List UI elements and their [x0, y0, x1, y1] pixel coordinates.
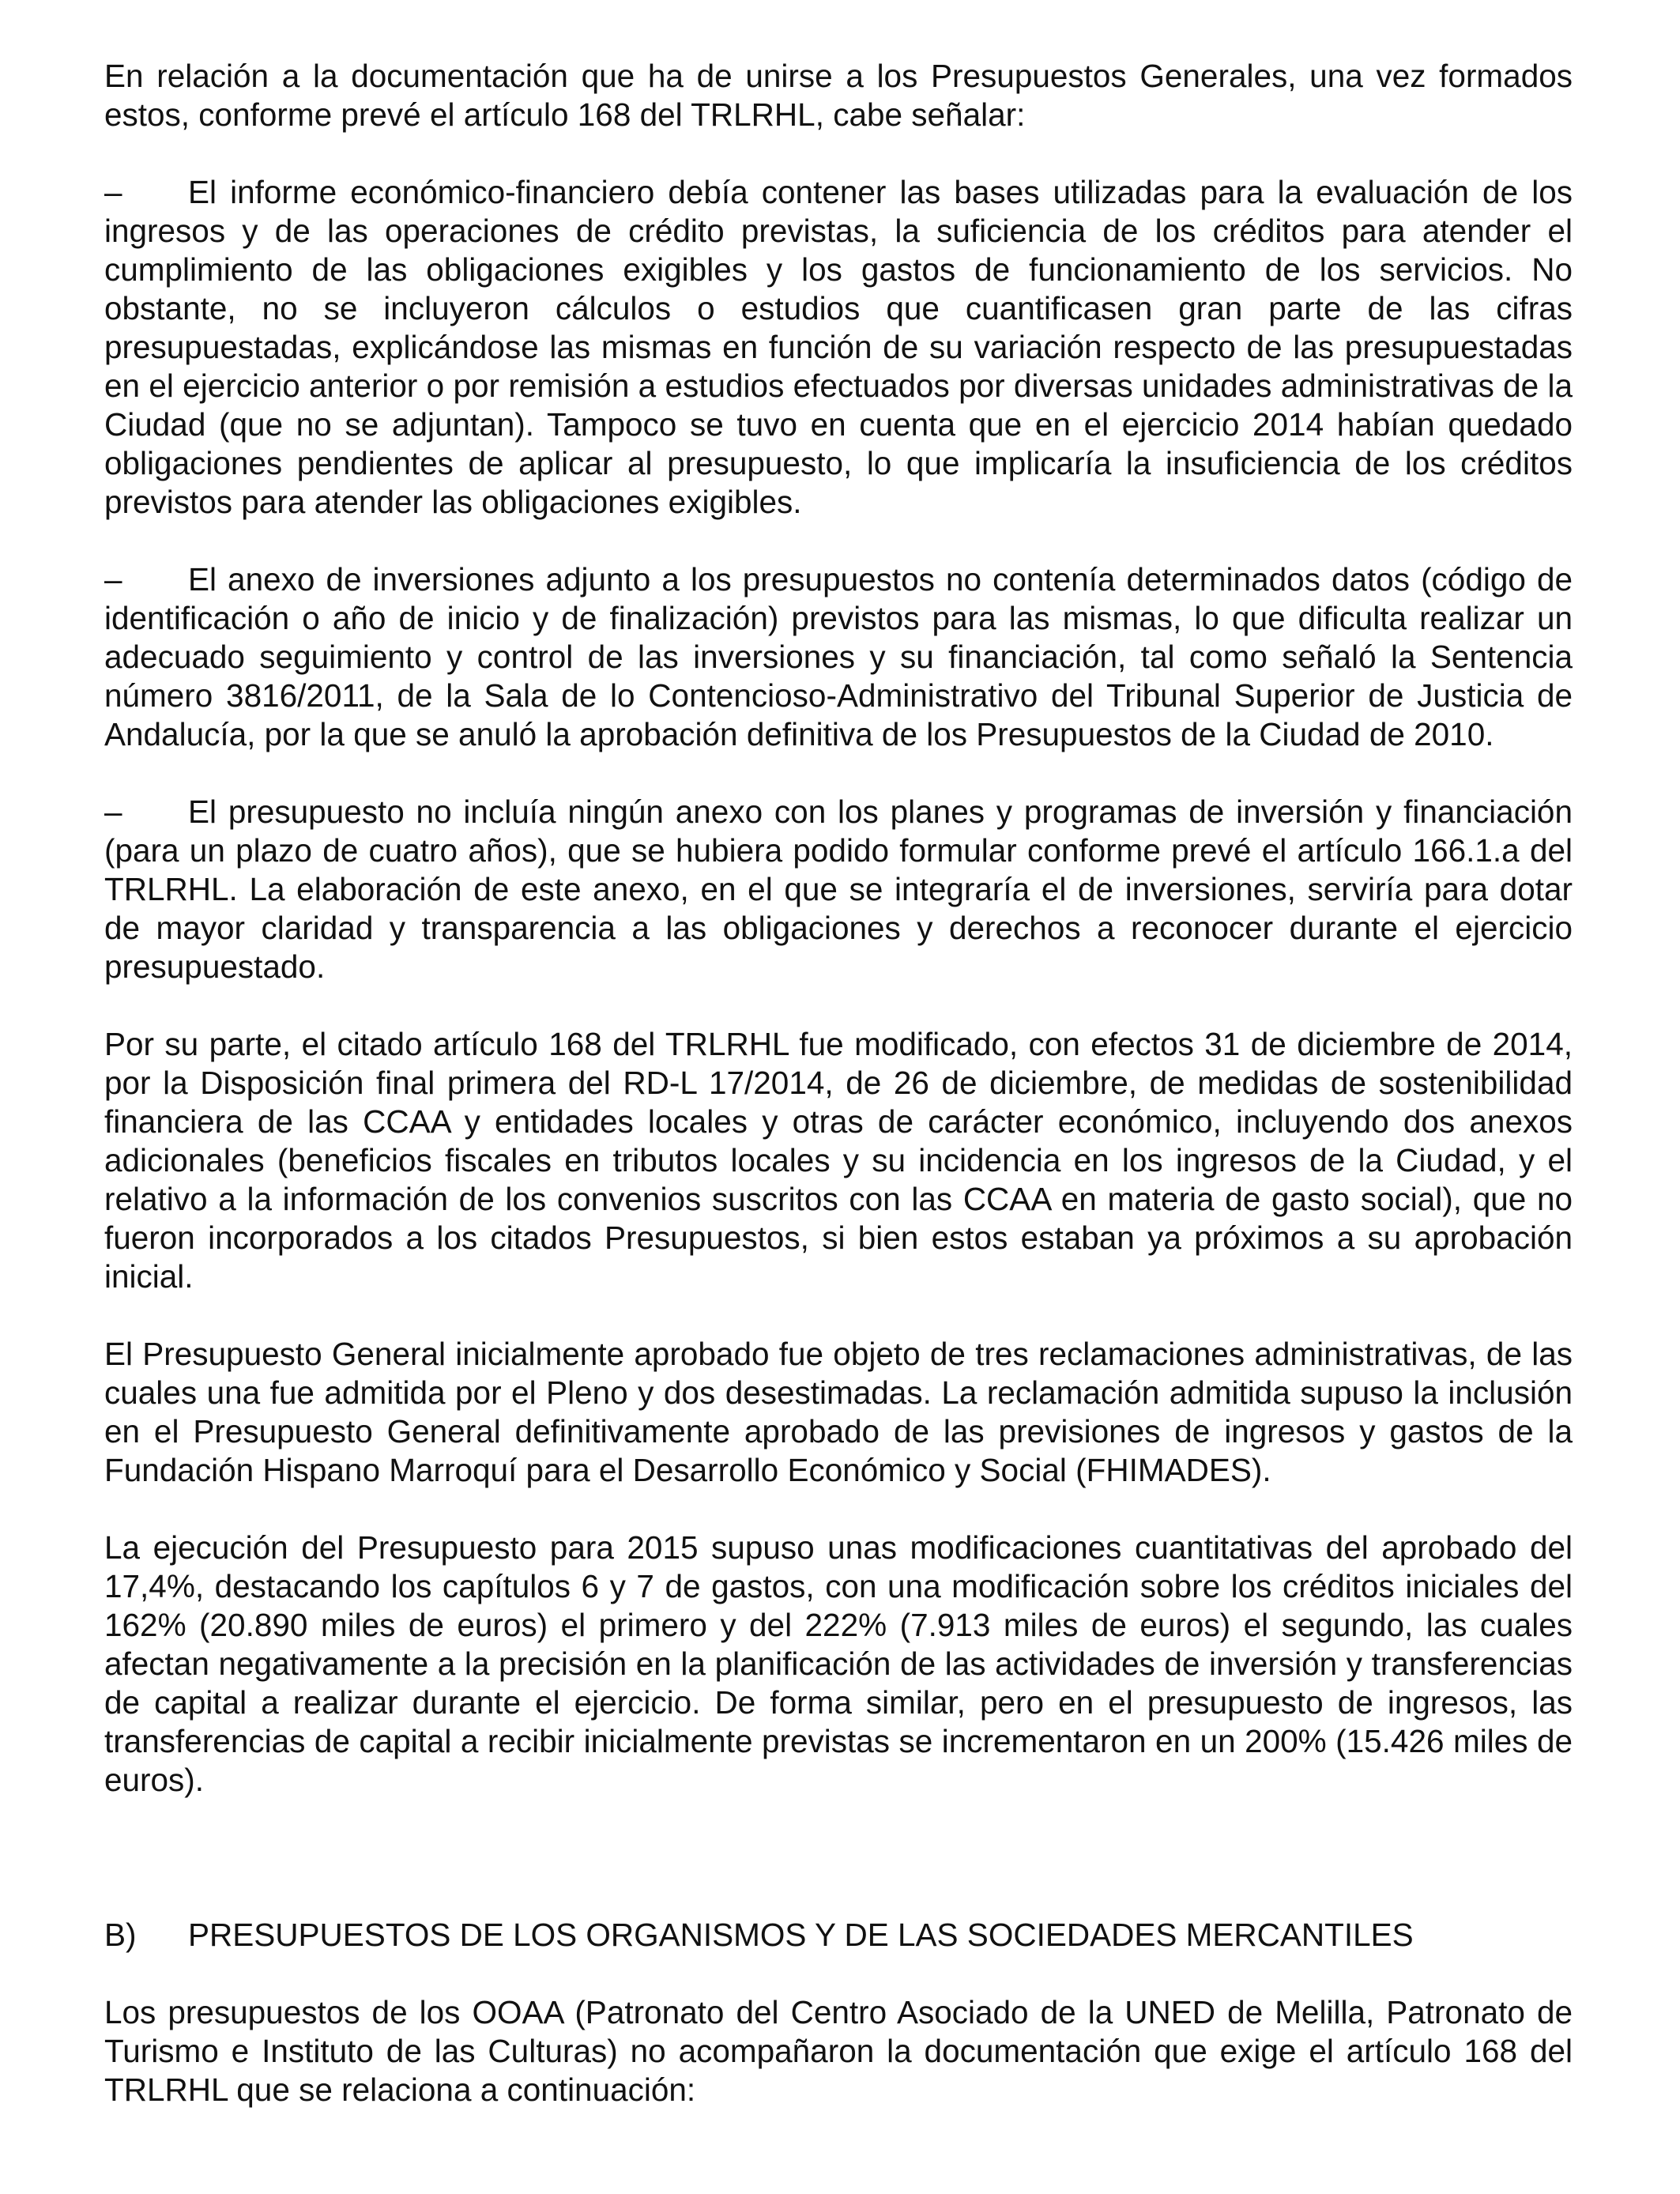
bullet-text: El anexo de inversiones adjunto a los presupuestos no contenía determinados datos (código de identificación o año de inicio y de finalización) previstos para las mismas, lo que dificulta realizar un adecuado seguimiento y control de las inversiones y su financiación, tal como señaló la Sentencia número 3816/2011, de la Sala de lo Contencioso-Administrativo del Tribunal Superior de Justicia de Andalucía, por la que se anuló la aprobación definitiva de los Presupuestos de la Ciudad de 2010. — [104, 561, 1573, 752]
intro-paragraph: En relación a la documentación que ha de unirse a los Presupuestos Generales, una vez formados estos, conforme prevé el artículo 168 del TRLRHL, cabe señalar: — [104, 58, 1573, 133]
closing-paragraph: Los presupuestos de los OOAA (Patronato del Centro Asociado de la UNED de Melilla, Patronato de Turismo e Instituto de las Culturas) no acompañaron la documentación que exige el artículo 168 del TRLRHL que se relaciona a continuación: — [104, 1994, 1573, 2108]
section-title: PRESUPUESTOS DE LOS ORGANISMOS Y DE LAS SOCIEDADES MERCANTILES — [188, 1917, 1414, 1953]
section-letter: B) — [104, 1917, 137, 1953]
bullet-dash: – — [104, 561, 122, 598]
bullet-text: El presupuesto no incluía ningún anexo con los planes y programas de inversión y financiación (para un plazo de cuatro años), que se hubiera podido formular conforme prevé el artículo 166.1.a del TRLRHL. La elaboración de este anexo, en el que se integraría el de inversiones, serviría para dotar de mayor claridad y transparencia a las obligaciones y derechos a reconocer durante el ejercicio presupuestado. — [104, 794, 1573, 985]
paragraph-execution: La ejecución del Presupuesto para 2015 supuso unas modificaciones cuantitativas del aprobado del 17,4%, destacando los capítulos 6 y 7 de gastos, con una modificación sobre los créditos iniciales del 162% (20.890 miles de euros) el primero y del 222% (7.913 miles de euros) el segundo, las cuales afectan negativamente a la precisión en la planificación de las actividades de inversión y transferencias de capital a realizar durante el ejercicio. De forma similar, pero en el presupuesto de ingresos, las transferencias de capital a recibir inicialmente previstas se incrementaron en un 200% (15.426 miles de euros). — [104, 1529, 1573, 1798]
paragraph-article-168: Por su parte, el citado artículo 168 del TRLRHL fue modificado, con efectos 31 de diciembre de 2014, por la Disposición final primera del RD-L 17/2014, de 26 de diciembre, de medidas de sostenibilidad financiera de las CCAA y entidades locales y otras de carácter económico, incluyendo dos anexos adicionales (beneficios fiscales en tributos locales y su incidencia en los ingresos de la Ciudad, y el relativo a la información de los convenios suscritos con las CCAA en materia de gasto social), que no fueron incorporados a los citados Presupuestos, si bien estos estaban ya próximos a su aprobación inicial. — [104, 1026, 1573, 1295]
bullet-text: El informe económico-financiero debía contener las bases utilizadas para la evaluación de los ingresos y de las operaciones de crédito previstas, la suficiencia de los créditos para atender el cumplimiento de las obligaciones exigibles y los gastos de funcionamiento de los servicios. No obstante, no se incluyeron cálculos o estudios que cuantificasen gran parte de las cifras presupuestadas, explicándose las mismas en función de su variación respecto de las presupuestadas en el ejercicio anterior o por remisión a estudios efectuados por diversas unidades administrativas de la Ciudad (que no se adjuntan). Tampoco se tuvo en cuenta que en el ejercicio 2014 habían quedado obligaciones pendientes de aplicar al presupuesto, lo que implicaría la insuficiencia de los créditos previstos para atender las obligaciones exigibles. — [104, 174, 1573, 520]
bullet-item-report — [104, 173, 1573, 522]
bullet-dash: – — [104, 174, 122, 210]
section-heading — [104, 1916, 1573, 1955]
bullet-item-investments-annex — [104, 560, 1573, 754]
bullet-item-plans-annex — [104, 793, 1573, 986]
spacer — [104, 1838, 1573, 1916]
document-page — [104, 57, 1573, 2109]
bullet-dash: – — [104, 794, 122, 830]
paragraph-claims: El Presupuesto General inicialmente aprobado fue objeto de tres reclamaciones administrativas, de las cuales una fue admitida por el Pleno y dos desestimadas. La reclamación admitida supuso la inclusión en el Presupuesto General definitivamente aprobado de las previsiones de ingresos y gastos de la Fundación Hispano Marroquí para el Desarrollo Económico y Social (FHIMADES). — [104, 1336, 1573, 1488]
